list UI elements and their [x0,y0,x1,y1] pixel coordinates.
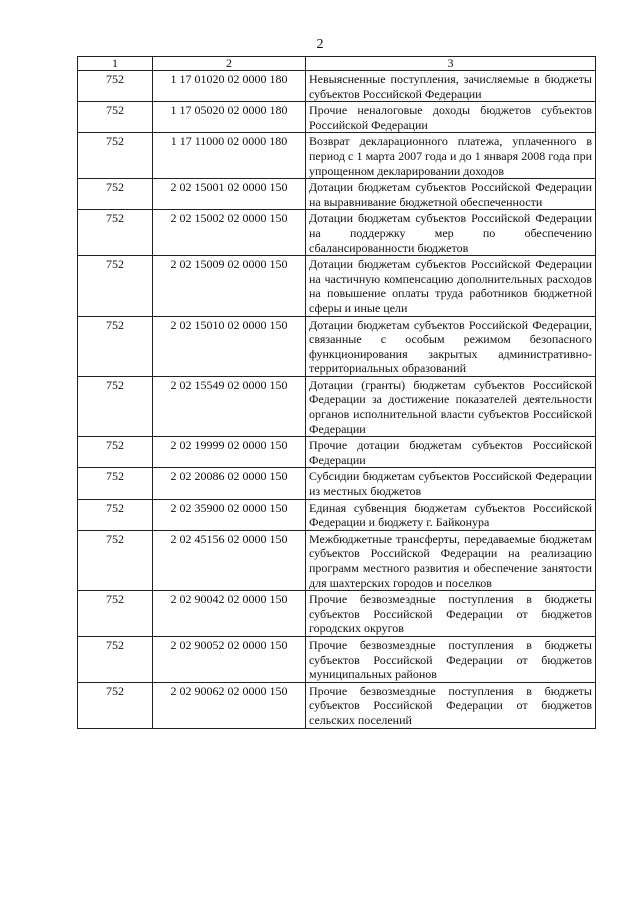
admin-code-cell: 752 [78,316,153,376]
revenue-name-cell: Прочие безвозмездные поступления в бюджеты субъектов Российской Федерации от бюджетов сельских поселений [306,682,596,728]
revenue-name-cell: Дотации (гранты) бюджетам субъектов Российской Федерации за достижение показателей деятельности органов исполнительной власти субъектов Российской Федерации [306,376,596,436]
budget-revenue-table [77,56,596,729]
table-row [78,499,596,530]
revenue-name-cell: Прочие неналоговые доходы бюджетов субъектов Российской Федерации [306,102,596,133]
table-row [78,437,596,468]
table-row [78,133,596,179]
table-row [78,682,596,728]
admin-code-cell: 752 [78,179,153,210]
table-header-row [78,57,596,71]
table-row [78,376,596,436]
revenue-name-cell: Возврат декларационного платежа, уплаченного в период с 1 марта 2007 года и до 1 января 2008 года при упрощенном декларировании доходов [306,133,596,179]
budget-code-cell: 2 02 90062 02 0000 150 [153,682,306,728]
budget-code-cell: 2 02 35900 02 0000 150 [153,499,306,530]
revenue-name-cell: Дотации бюджетам субъектов Российской Федерации, связанные с особым режимом безопасного функционирования закрытых административно-территориальных образований [306,316,596,376]
admin-code-cell: 752 [78,682,153,728]
budget-code-cell: 2 02 15549 02 0000 150 [153,376,306,436]
column-header-2: 2 [153,57,306,71]
budget-code-cell: 2 02 20086 02 0000 150 [153,468,306,499]
table-row [78,256,596,316]
budget-code-cell: 2 02 19999 02 0000 150 [153,437,306,468]
revenue-name-cell: Невыясненные поступления, зачисляемые в бюджеты субъектов Российской Федерации [306,71,596,102]
admin-code-cell: 752 [78,102,153,133]
revenue-name-cell: Субсидии бюджетам субъектов Российской Федерации из местных бюджетов [306,468,596,499]
admin-code-cell: 752 [78,210,153,256]
budget-code-cell: 2 02 90052 02 0000 150 [153,636,306,682]
table-row [78,71,596,102]
admin-code-cell: 752 [78,71,153,102]
table-row [78,530,596,590]
revenue-name-cell: Межбюджетные трансферты, передаваемые бюджетам субъектов Российской Федерации на реализацию программ местного развития и обеспечение занятости для шахтерских городов и поселков [306,530,596,590]
admin-code-cell: 752 [78,437,153,468]
admin-code-cell: 752 [78,636,153,682]
table-row [78,210,596,256]
budget-code-cell: 1 17 11000 02 0000 180 [153,133,306,179]
table-row [78,102,596,133]
revenue-name-cell: Дотации бюджетам субъектов Российской Федерации на поддержку мер по обеспечению сбалансированности бюджетов [306,210,596,256]
table-row [78,316,596,376]
table-row [78,636,596,682]
revenue-name-cell: Дотации бюджетам субъектов Российской Федерации на выравнивание бюджетной обеспеченности [306,179,596,210]
revenue-name-cell: Прочие дотации бюджетам субъектов Российской Федерации [306,437,596,468]
budget-code-cell: 1 17 05020 02 0000 180 [153,102,306,133]
table-row [78,179,596,210]
page-number: 2 [316,37,324,52]
revenue-name-cell: Прочие безвозмездные поступления в бюджеты субъектов Российской Федерации от бюджетов городских округов [306,591,596,637]
admin-code-cell: 752 [78,530,153,590]
revenue-name-cell: Прочие безвозмездные поступления в бюджеты субъектов Российской Федерации от бюджетов муниципальных районов [306,636,596,682]
admin-code-cell: 752 [78,133,153,179]
budget-code-cell: 2 02 45156 02 0000 150 [153,530,306,590]
admin-code-cell: 752 [78,499,153,530]
admin-code-cell: 752 [78,376,153,436]
budget-code-cell: 2 02 90042 02 0000 150 [153,591,306,637]
budget-code-cell: 2 02 15002 02 0000 150 [153,210,306,256]
admin-code-cell: 752 [78,256,153,316]
revenue-name-cell: Дотации бюджетам субъектов Российской Федерации на частичную компенсацию дополнительных расходов на повышение оплаты труда работников бюджетной сферы и иные цели [306,256,596,316]
table-row [78,591,596,637]
column-header-3: 3 [306,57,596,71]
column-header-1: 1 [78,57,153,71]
table-body [78,71,596,729]
admin-code-cell: 752 [78,468,153,499]
budget-code-cell: 2 02 15010 02 0000 150 [153,316,306,376]
budget-code-cell: 1 17 01020 02 0000 180 [153,71,306,102]
budget-code-cell: 2 02 15001 02 0000 150 [153,179,306,210]
table-row [78,468,596,499]
revenue-name-cell: Единая субвенция бюджетам субъектов Российской Федерации и бюджету г. Байконура [306,499,596,530]
budget-code-cell: 2 02 15009 02 0000 150 [153,256,306,316]
admin-code-cell: 752 [78,591,153,637]
